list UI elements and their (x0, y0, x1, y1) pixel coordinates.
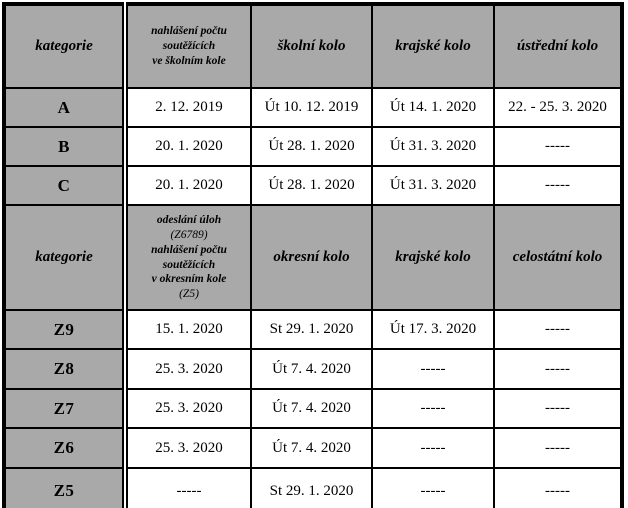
date-cell: ----- (494, 349, 622, 389)
table-row-C (4, 166, 622, 205)
header-krajske-kolo-1: krajské kolo (372, 4, 494, 88)
date-cell: 20. 1. 2020 (125, 166, 251, 205)
category-cell: Z9 (4, 310, 125, 349)
table-row-A (4, 88, 622, 127)
table-row-header-2 (4, 205, 622, 310)
date-cell: 15. 1. 2020 (125, 310, 251, 349)
category-cell: A (4, 88, 125, 127)
date-cell: ----- (125, 468, 251, 508)
header-line: soutěžících (162, 40, 216, 53)
date-cell: ----- (494, 310, 622, 349)
date-cell: Út 31. 3. 2020 (372, 166, 494, 205)
category-cell: Z6 (4, 428, 125, 468)
date-cell: Út 17. 3. 2020 (372, 310, 494, 349)
header-ustredni-kolo: ústřední kolo (494, 4, 622, 88)
date-cell: ----- (494, 127, 622, 166)
category-cell: Z7 (4, 389, 125, 428)
date-cell: 25. 3. 2020 (125, 428, 251, 468)
header-kategorie-1: kategorie (4, 4, 125, 88)
date-cell: 22. - 25. 3. 2020 (494, 88, 622, 127)
date-cell: ----- (494, 389, 622, 428)
date-cell: St 29. 1. 2020 (251, 310, 372, 349)
date-cell: ----- (372, 468, 494, 508)
date-cell: ----- (372, 389, 494, 428)
header-odeslani-okresni (125, 205, 251, 310)
date-cell: 2. 12. 2019 (125, 88, 251, 127)
date-cell: Út 7. 4. 2020 (251, 389, 372, 428)
header-line: ve školním kole (152, 54, 226, 67)
date-cell: ----- (494, 468, 622, 508)
category-cell: Z8 (4, 349, 125, 389)
date-cell: 25. 3. 2020 (125, 349, 251, 389)
date-cell: ----- (372, 428, 494, 468)
date-cell: St 29. 1. 2020 (251, 468, 372, 508)
table-row-Z8 (4, 349, 622, 389)
header-line: v okresním kole (151, 273, 227, 286)
header-line: (Z5) (179, 288, 199, 301)
date-cell: Út 7. 4. 2020 (251, 349, 372, 389)
header-line: soutěžících (162, 258, 216, 271)
category-cell: B (4, 127, 125, 166)
date-cell: ----- (494, 166, 622, 205)
table-row-Z6 (4, 428, 622, 468)
date-cell: Út 7. 4. 2020 (251, 428, 372, 468)
date-cell: 25. 3. 2020 (125, 389, 251, 428)
header-line: nahlášení počtu (151, 243, 227, 256)
date-cell: Út 31. 3. 2020 (372, 127, 494, 166)
header-okresni-kolo: okresní kolo (251, 205, 372, 310)
table-row-header-1 (4, 4, 622, 88)
table-row-Z7 (4, 389, 622, 428)
table-row-Z5 (4, 468, 622, 508)
header-celostatni-kolo: celostátní kolo (494, 205, 622, 310)
table-row-B (4, 127, 622, 166)
date-cell: Út 28. 1. 2020 (251, 127, 372, 166)
schedule-table (2, 2, 624, 508)
category-cell: Z5 (4, 468, 125, 508)
header-skolni-kolo: školní kolo (251, 4, 372, 88)
table-row-Z9 (4, 310, 622, 349)
date-cell: ----- (494, 428, 622, 468)
header-nahlaseni-skolni (125, 4, 251, 88)
date-cell: Út 14. 1. 2020 (372, 88, 494, 127)
header-kategorie-2: kategorie (4, 205, 125, 310)
header-line: (Z6789) (170, 228, 208, 241)
header-line: nahlášení počtu (151, 25, 227, 38)
date-cell: ----- (372, 349, 494, 389)
date-cell: Út 28. 1. 2020 (251, 166, 372, 205)
date-cell: Út 10. 12. 2019 (251, 88, 372, 127)
header-line: odeslání úloh (156, 213, 222, 226)
category-cell: C (4, 166, 125, 205)
date-cell: 20. 1. 2020 (125, 127, 251, 166)
header-krajske-kolo-2: krajské kolo (372, 205, 494, 310)
